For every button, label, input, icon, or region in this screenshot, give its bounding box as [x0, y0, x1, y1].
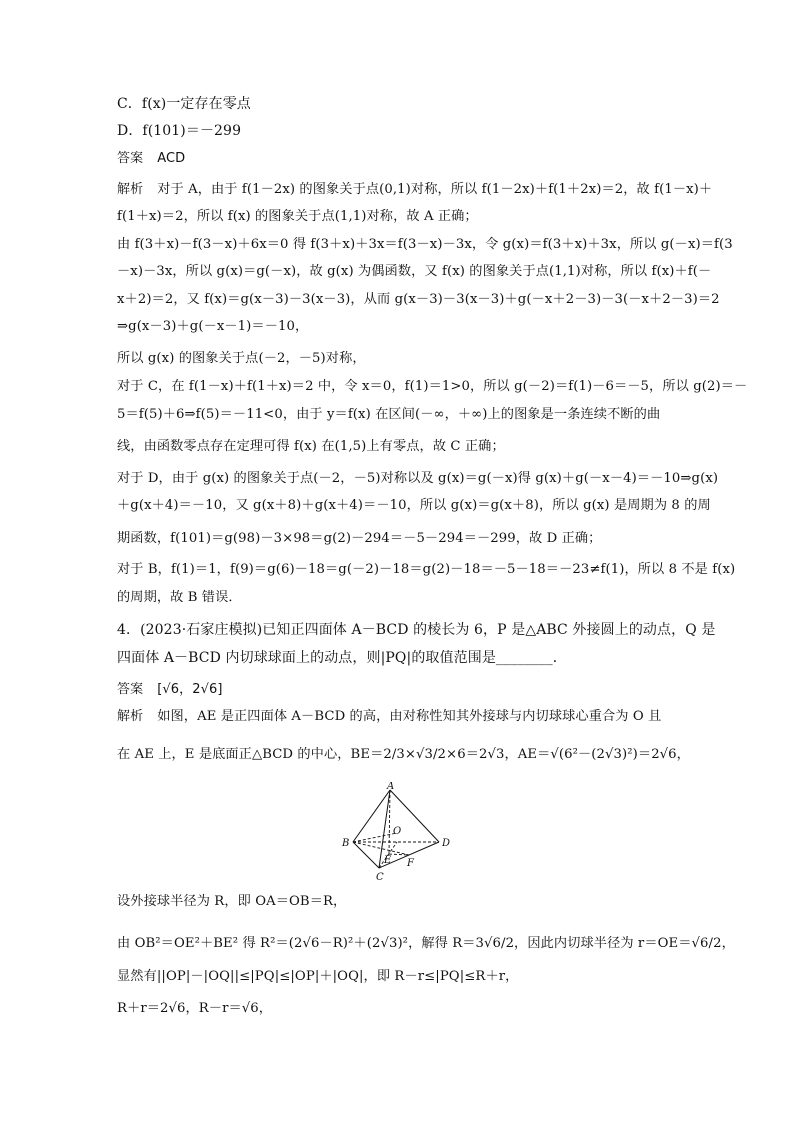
edge-bc	[353, 842, 379, 868]
answer-key: 答案	[117, 151, 144, 166]
label-o: O	[393, 826, 402, 837]
label-b: B	[342, 838, 350, 849]
analysis-text: 如图，AE 是正四面体 A－BCD 的高，由对称性知其外接球与内切球球心重合为 O 且	[157, 709, 662, 724]
question-4: 4．(2023·石家庄模拟)已知正四面体 A－BCD 的棱长为 6，P 是△ABC 外接圆上的动点，Q 是	[117, 622, 716, 638]
segment-ob	[353, 833, 397, 842]
label-f: F	[407, 858, 414, 869]
segment-ef	[389, 854, 409, 855]
text-line: 对于 B，f(1)＝1，f(9)＝g(6)－18＝g(－2)－18＝g(2)－18＝－5－18＝－23≠f(1)，所以 8 不是 f(x)	[117, 562, 736, 577]
question-4-cont: 四面体 A－BCD 内切球球面上的动点，则|PQ|的取值范围是________．	[117, 650, 567, 666]
text-line: 显然有||OP|－|OQ||≤|PQ|≤|OP|＋|OQ|，即 R－r≤|PQ|≤R＋r，	[117, 969, 519, 984]
text-line: 设外接球半径为 R，即 OA＝OB＝R，	[117, 894, 347, 909]
text-line: 由 f(3＋x)－f(3－x)＋6x＝0 得 f(3＋x)＋3x＝f(3－x)－3x，令 g(x)＝f(3＋x)＋3x，所以 g(－x)＝f(3	[117, 237, 733, 252]
text-line: R＋r＝2√6，R－r＝√6，	[117, 1001, 273, 1016]
answer-value: [√6，2√6]	[157, 682, 223, 697]
analysis-key: 解析	[117, 709, 144, 724]
text-line: 对于 D，由于 g(x) 的图象关于点(－2，－5)对称以及 g(x)＝g(－x)得 g(x)＋g(－x－4)＝－10⇒g(x)	[117, 471, 719, 486]
text-line: ＋g(x＋4)＝－10，又 g(x＋8)＋g(x＋4)＝－10，所以 g(x)＝g(x＋8)，所以 g(x) 是周期为 8 的周	[117, 498, 711, 513]
analysis-row-1	[117, 181, 712, 199]
text-line: 由 OB²＝OE²＋BE² 得 R²＝(2√6－R)²＋(2√3)²，解得 R＝3√6/2，因此内切球半径为 r＝OE＝√6/2，	[117, 936, 735, 951]
text-line: 线，由函数零点存在定理可得 f(x) 在(1,5)上有零点，故 C 正确；	[117, 439, 505, 454]
answer-row-2	[117, 681, 223, 699]
text-line: 的周期，故 B 错误．	[117, 590, 242, 605]
answer-row-1	[117, 150, 185, 168]
tetrahedron-figure	[337, 782, 457, 884]
text-line: f(1＋x)＝2，所以 f(x) 的图象关于点(1,1)对称，故 A 正确；	[117, 209, 478, 224]
analysis-text: 对于 A，由于 f(1－2x) 的图象关于点(0,1)对称，所以 f(1－2x)＋f(1＋2x)＝2，故 f(1－x)＋	[157, 182, 713, 197]
label-a: A	[387, 782, 395, 792]
text-line: 对于 C，在 f(1－x)＋f(1＋x)＝2 中，令 x＝0，f(1)＝1>0，所以 g(－2)＝f(1)－6＝－5，所以 g(2)＝－	[117, 379, 748, 394]
text-line: 5＝f(5)＋6⇒f(5)＝－11<0，由于 y＝f(x) 在区间(－∞，＋∞)上的图象是一条连续不断的曲	[117, 407, 661, 422]
option-c: C．f(x)一定存在零点	[117, 96, 251, 112]
text-line: －x)－3x，所以 g(x)＝g(－x)，故 g(x) 为偶函数，又 f(x) 的图象关于点(1,1)对称，所以 f(x)＋f(－	[117, 264, 712, 279]
label-c: C	[376, 872, 384, 883]
text-line: 在 AE 上，E 是底面正△BCD 的中心，BE＝2/3×√3/2×6＝2√3，AE＝√(6²－(2√3)²)＝2√6，	[117, 747, 690, 762]
text-line: x＋2)＝2，又 f(x)＝g(x－3)－3(x－3)，从而 g(x－3)－3(x－3)＋g(－x＋2－3)－3(－x＋2－3)＝2	[117, 292, 720, 307]
answer-key: 答案	[117, 682, 144, 697]
label-e: E	[384, 855, 392, 866]
text-line: ⇒g(x－3)＋g(－x－1)＝－10，	[117, 319, 309, 334]
edge-ab	[353, 790, 390, 842]
option-d: D．f(101)＝－299	[117, 123, 242, 139]
text-line: 所以 g(x) 的图象关于点(－2，－5)对称，	[117, 351, 366, 366]
label-d: D	[442, 838, 451, 849]
answer-value: ACD	[157, 151, 186, 166]
text-line: 期函数，f(101)＝g(98)－3×98＝g(2)－294＝－5－294＝－299，故 D 正确；	[117, 531, 602, 546]
analysis-row-2	[117, 708, 661, 726]
analysis-key: 解析	[117, 182, 144, 197]
